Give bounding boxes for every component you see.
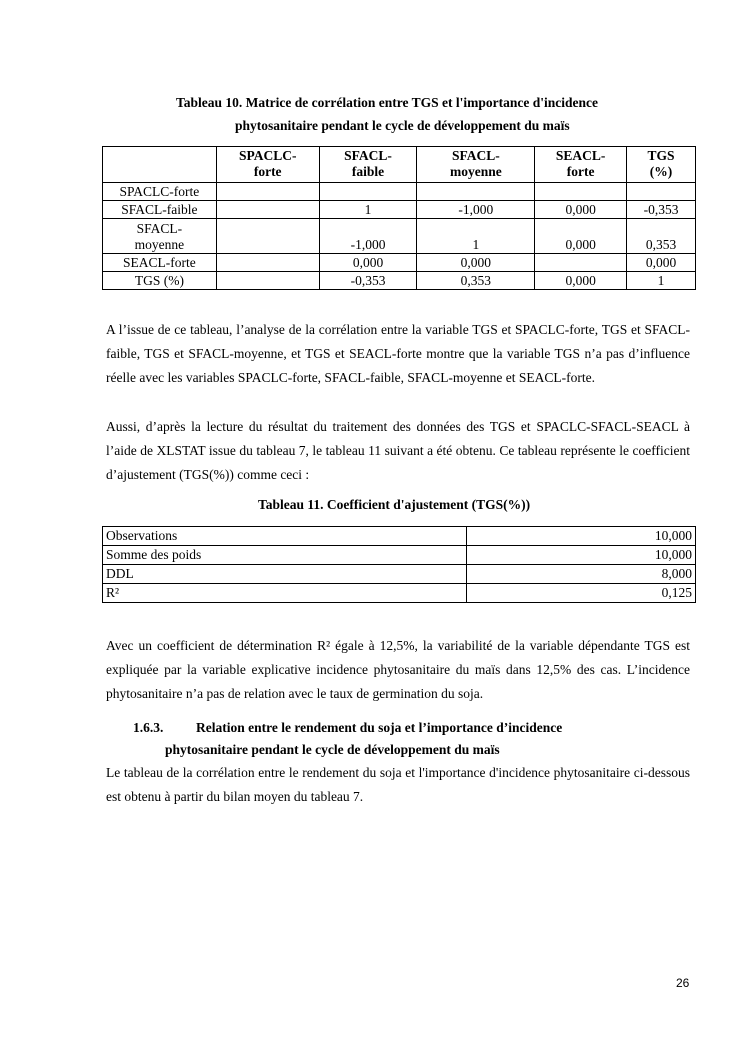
paragraph-rendement: Le tableau de la corrélation entre le rendement du soja et l'importance d'incidence phytosanitaire ci-dessous est obtenu à partir du bilan moyen du tableau 7. [106, 765, 690, 804]
table10-caption-line2: phytosanitaire pendant le cycle de développement du maïs [235, 118, 570, 133]
table-cell [216, 272, 319, 290]
adjustment-coefficient-table [102, 526, 696, 603]
table-cell [216, 254, 319, 272]
table-cell: -1,000 [417, 201, 535, 219]
table-row [103, 254, 696, 272]
section-number: 1.6.3. [133, 720, 164, 735]
row-label: Observations [103, 527, 467, 546]
table-row [103, 546, 696, 565]
row-label: SFACL- moyenne [103, 219, 217, 254]
row-label: R² [103, 584, 467, 603]
header-cell-seacl-forte: SEACL- forte [535, 147, 627, 183]
table-cell: 0,000 [535, 201, 627, 219]
section-title-line1: Relation entre le rendement du soja et l’importance d’incidence [196, 720, 563, 735]
table-cell [535, 183, 627, 201]
section-title-line2: phytosanitaire pendant le cycle de développement du maïs [165, 742, 500, 757]
table10-caption-line1: Tableau 10. Matrice de corrélation entre TGS et l'importance d'incidence [176, 95, 598, 110]
paragraph-xlstat: Aussi, d’après la lecture du résultat du traitement des données des TGS et SPACLC-SFACL-SEACL à l’aide de XLSTAT issue du tableau 7, le tableau 11 suivant a été obtenu. Ce tableau représente le coefficient d’ajustement (TGS(%)) comme ceci : [106, 419, 690, 482]
paragraph-r2: Avec un coefficient de détermination R² égale à 12,5%, la variabilité de la variable dépendante TGS est expliquée par la variable explicative incidence phytosanitaire du maïs dans 12,5% des cas. L’incidence phytosanitaire n’a pas de relation avec le taux de germination du soja. [106, 638, 690, 701]
header-cell-tgs: TGS (%) [627, 147, 696, 183]
row-value: 8,000 [467, 565, 696, 584]
table-cell: 0,353 [417, 272, 535, 290]
header-cell-sfacl-moyenne: SFACL- moyenne [417, 147, 535, 183]
table-cell [216, 219, 319, 254]
table-header-row [103, 147, 696, 183]
table-cell: -1,000 [319, 219, 417, 254]
table-cell [216, 183, 319, 201]
header-cell-sfacl-faible: SFACL- faible [319, 147, 417, 183]
table-row [103, 565, 696, 584]
row-value: 10,000 [467, 527, 696, 546]
table-cell: 1 [627, 272, 696, 290]
paragraph-analysis: A l’issue de ce tableau, l’analyse de la corrélation entre la variable TGS et SPACLC-forte, TGS et SFACL-faible, TGS et SFACL-moyenne, et TGS et SEACL-forte montre que la variable TGS n’a pas d’influence réelle avec les variables SPACLC-forte, SFACL-faible, SFACL-moyenne et SEACL-forte. [106, 322, 690, 385]
table-row [103, 584, 696, 603]
correlation-matrix-table [102, 146, 696, 290]
table11-caption: Tableau 11. Coefficient d'ajustement (TGS(%)) [258, 497, 531, 512]
table-row [103, 201, 696, 219]
table-cell: 0,000 [535, 219, 627, 254]
table-cell [319, 183, 417, 201]
header-cell-spaclc-forte: SPACLC- forte [216, 147, 319, 183]
table-cell: 0,000 [535, 272, 627, 290]
table-cell [216, 201, 319, 219]
row-label: SEACL-forte [103, 254, 217, 272]
table-cell: 1 [417, 219, 535, 254]
row-label: SFACL-faible [103, 201, 217, 219]
table-cell: -0,353 [627, 201, 696, 219]
row-label: SPACLC-forte [103, 183, 217, 201]
table-cell: 1 [319, 201, 417, 219]
table-cell [627, 183, 696, 201]
table-row [103, 527, 696, 546]
table-cell [535, 254, 627, 272]
table-cell: 0,000 [417, 254, 535, 272]
table-cell: 0,000 [319, 254, 417, 272]
row-value: 0,125 [467, 584, 696, 603]
table-cell: 0,000 [627, 254, 696, 272]
row-label: Somme des poids [103, 546, 467, 565]
row-value: 10,000 [467, 546, 696, 565]
table-cell [417, 183, 535, 201]
table-row [103, 183, 696, 201]
row-label: TGS (%) [103, 272, 217, 290]
table-cell: -0,353 [319, 272, 417, 290]
table-row [103, 272, 696, 290]
page-number: 26 [676, 976, 690, 990]
header-cell-empty [103, 147, 217, 183]
row-label: DDL [103, 565, 467, 584]
table-row [103, 219, 696, 254]
table-cell: 0,353 [627, 219, 696, 254]
